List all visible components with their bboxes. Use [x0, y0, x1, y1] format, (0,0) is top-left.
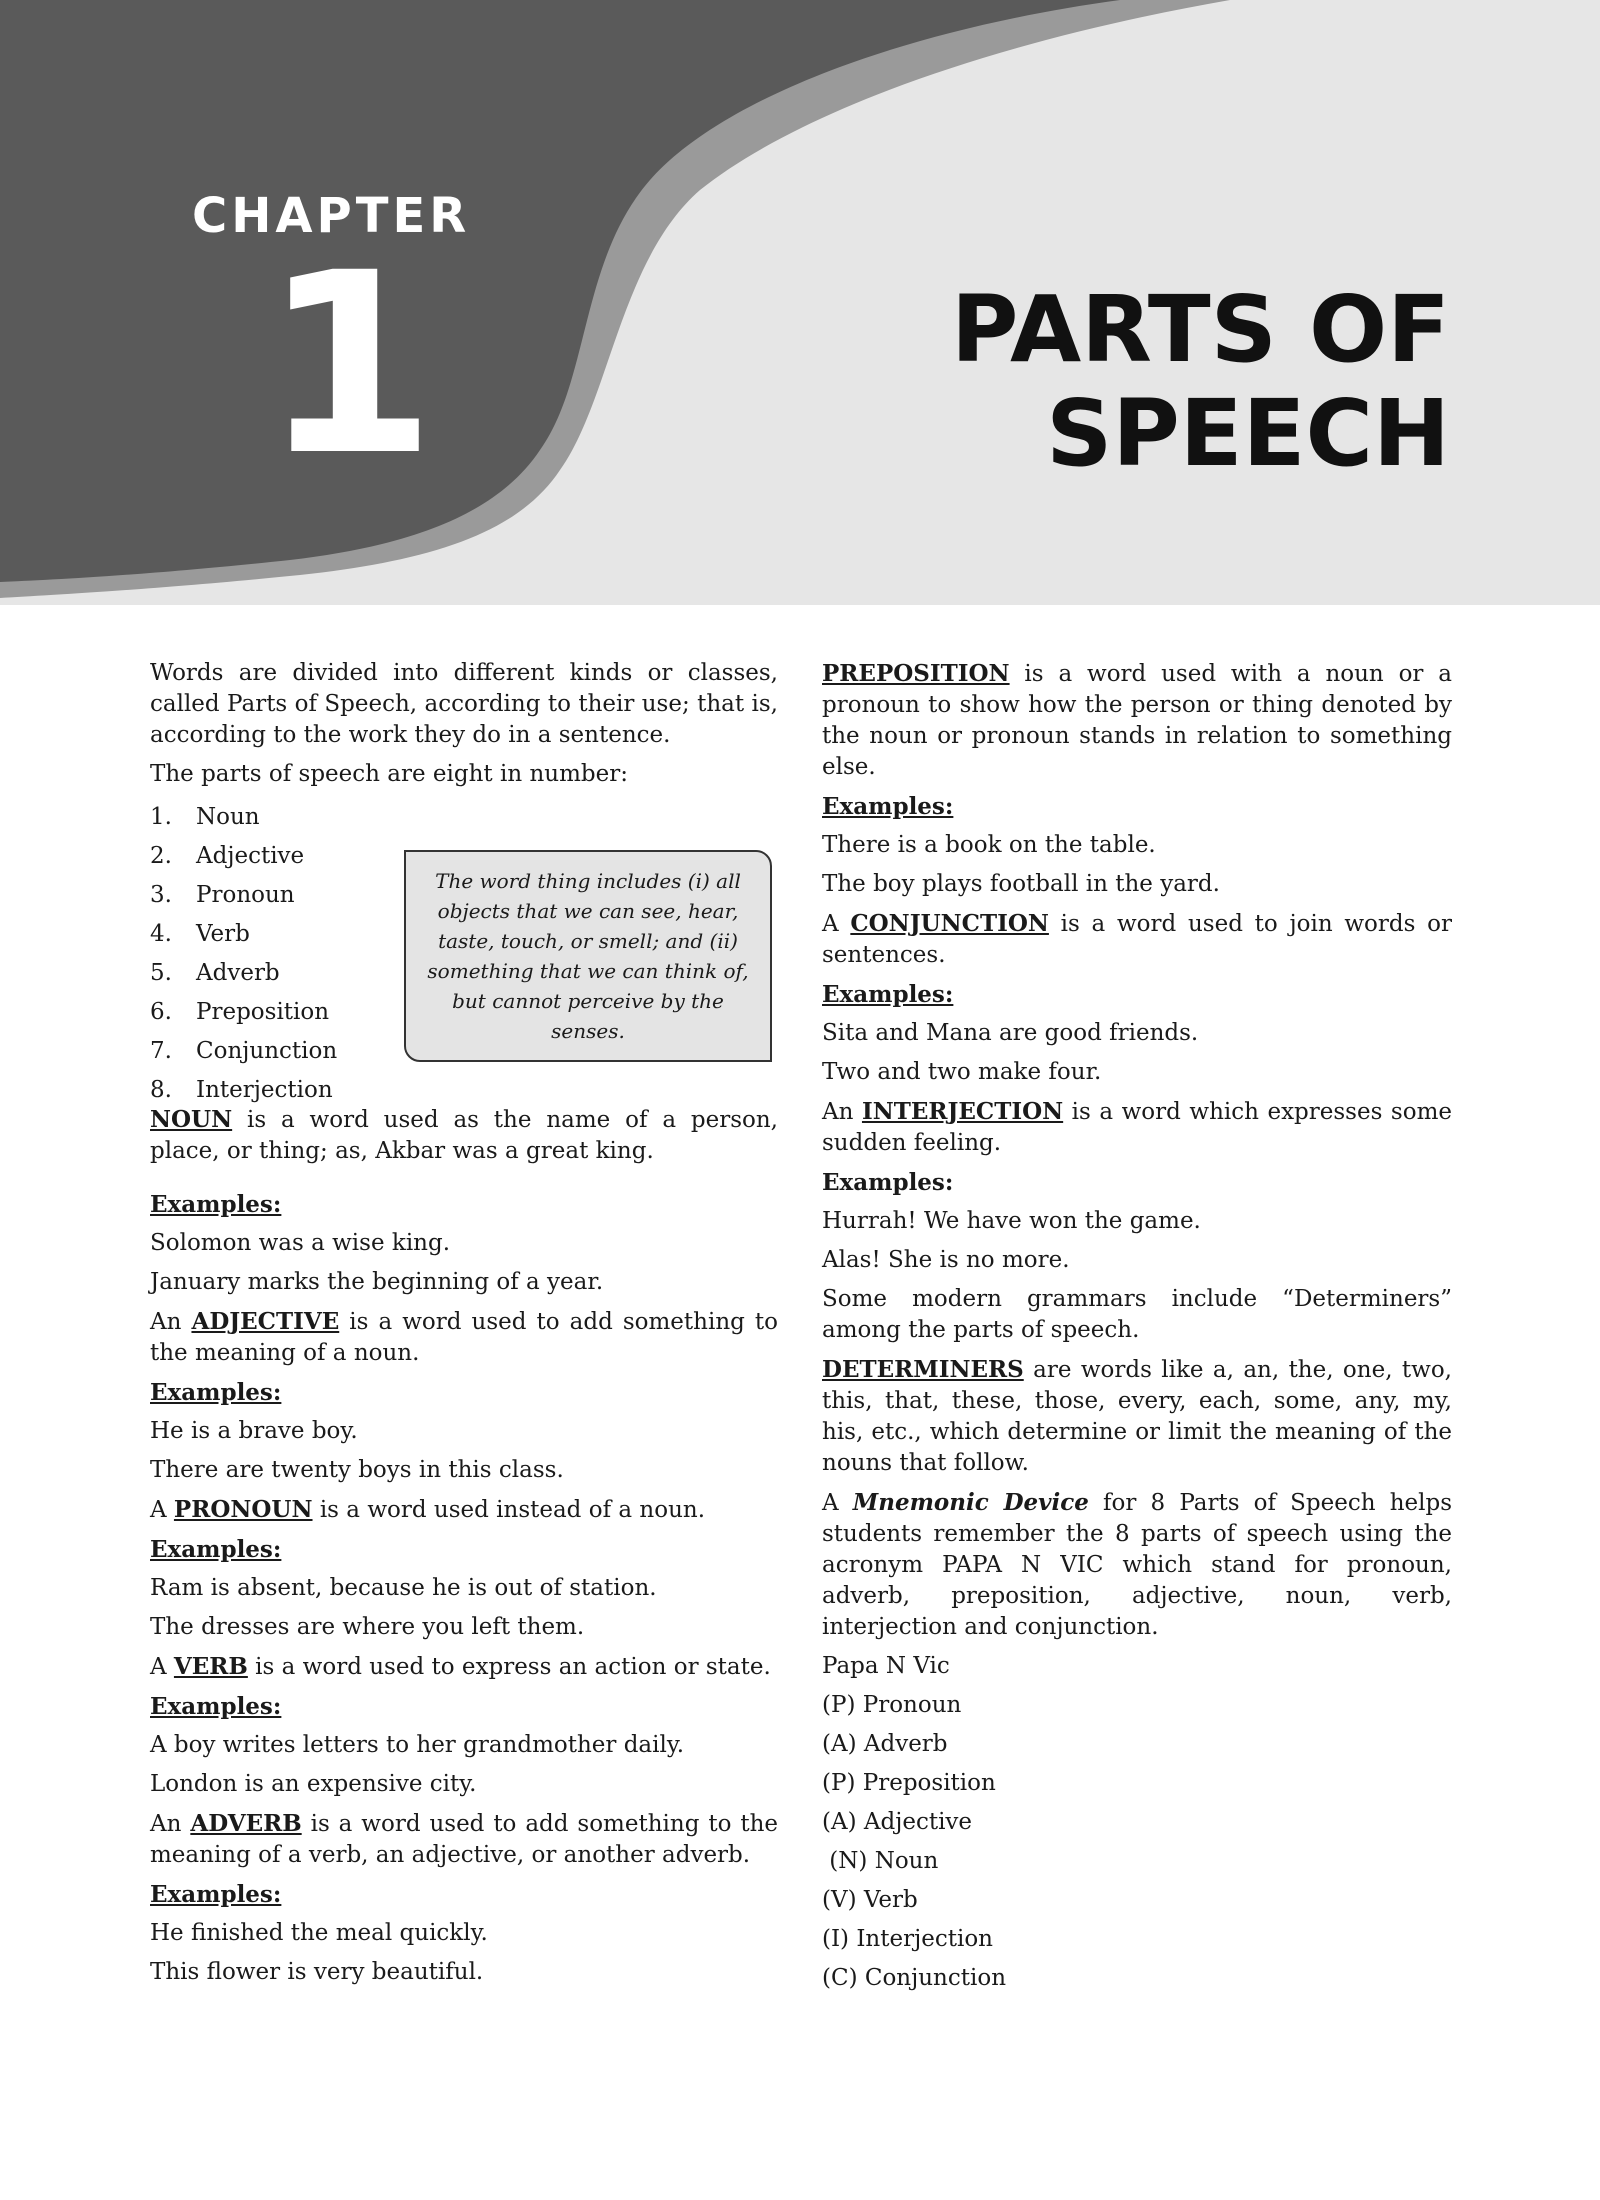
conjunction-term: CONJUNCTION — [850, 910, 1049, 937]
list-item: 5. Adverb — [150, 960, 280, 986]
list-item: 2. Adjective — [150, 843, 305, 869]
noun-term: NOUN — [150, 1106, 233, 1133]
list-item: 3. Pronoun — [150, 882, 295, 908]
list-item: (I) Interjection — [822, 1926, 993, 1952]
interjection-term: INTERJECTION — [861, 1098, 1064, 1125]
list-item: 8. Interjection — [150, 1077, 333, 1103]
acronym-title: Papa N Vic — [822, 1653, 950, 1679]
adjective-definition: An ADJECTIVE is a word used to add something to the meaning of a noun. — [150, 1308, 779, 1366]
acronym-list — [822, 1651, 1452, 1994]
verb-term: VERB — [173, 1653, 248, 1680]
chapter-label: CHAPTER — [192, 188, 471, 244]
left-column — [150, 658, 778, 1996]
examples-heading: Examples: — [150, 1191, 282, 1218]
note-box: The word thing includes (i) all objects that we can see, hear, taste, touch, or smell; and (ii) something that we can think of, but cannot perceive by the senses. — [404, 850, 772, 1062]
example-line: There are twenty boys in this class. — [150, 1457, 564, 1483]
list-item: (C) Conjunction — [822, 1965, 1007, 1991]
right-column — [822, 658, 1452, 2002]
adverb-term: ADVERB — [190, 1810, 302, 1837]
example-line: This flower is very beautiful. — [150, 1959, 484, 1985]
preposition-term: PREPOSITION — [822, 660, 1010, 687]
noun-definition: NOUN is a word used as the name of a person, place, or thing; as, Akbar was a great king. — [150, 1106, 778, 1164]
mnemonic-paragraph: A Mnemonic Device for 8 Parts of Speech helps students remember the 8 parts of speech using the acronym PAPA N VIC which stand for pronoun, adverb, preposition, adjective, noun, verb, interjection and conjunction. — [822, 1489, 1453, 1640]
example-line: London is an expensive city. — [150, 1771, 477, 1797]
examples-heading: Examples: — [822, 1169, 954, 1196]
determiners-intro: Some modern grammars include “Determiners” among the parts of speech. — [822, 1286, 1452, 1343]
example-line: Ram is absent, because he is out of station. — [150, 1575, 657, 1601]
example-line: Alas! She is no more. — [822, 1247, 1070, 1273]
verb-definition: A VERB is a word used to express an action or state. — [150, 1653, 771, 1680]
chapter-number: 1 — [262, 219, 436, 510]
list-item: (P) Preposition — [822, 1770, 996, 1796]
example-line: Sita and Mana are good friends. — [822, 1020, 1199, 1046]
example-line: January marks the beginning of a year. — [150, 1269, 604, 1295]
list-item: (N) Noun — [822, 1848, 939, 1874]
list-item: (V) Verb — [822, 1887, 918, 1913]
list-item: (A) Adjective — [822, 1809, 973, 1835]
adverb-definition: An ADVERB is a word used to add something to the meaning of a verb, an adjective, or another adverb. — [150, 1810, 778, 1868]
chapter-title-line-1: PARTS OF — [951, 276, 1450, 383]
example-line: He finished the meal quickly. — [150, 1920, 488, 1946]
pronoun-definition: A PRONOUN is a word used instead of a noun. — [150, 1496, 706, 1523]
determiners-definition: DETERMINERS are words like a, an, the, one, two, this, that, these, those, every, each, some, any, my, his, etc., which determine or limit the meaning of the nouns that follow. — [822, 1356, 1452, 1476]
example-line: The dresses are where you left them. — [150, 1614, 585, 1640]
list-item: 4. Verb — [150, 921, 250, 947]
list-item: (A) Adverb — [822, 1731, 948, 1757]
example-line: A boy writes letters to her grandmother daily. — [150, 1732, 685, 1758]
example-line: He is a brave boy. — [150, 1418, 358, 1444]
example-line: The boy plays football in the yard. — [822, 871, 1220, 897]
examples-heading: Examples: — [150, 1379, 282, 1406]
list-item: (P) Pronoun — [822, 1692, 962, 1718]
adjective-term: ADJECTIVE — [191, 1308, 340, 1335]
examples-heading: Examples: — [150, 1693, 282, 1720]
list-item: 1. Noun — [150, 804, 260, 830]
examples-heading: Examples: — [822, 981, 954, 1008]
pronoun-term: PRONOUN — [173, 1496, 313, 1523]
mnemonic-term: Mnemonic Device — [852, 1489, 1089, 1516]
chapter-title-line-2: SPEECH — [1046, 380, 1450, 487]
interjection-definition: An INTERJECTION is a word which expresses some sudden feeling. — [822, 1098, 1452, 1156]
preposition-definition: PREPOSITION is a word used with a noun or a pronoun to show how the person or thing denoted by the noun or pronoun stands in relation to something else. — [822, 660, 1452, 780]
conjunction-definition: A CONJUNCTION is a word used to join words or sentences. — [822, 910, 1452, 968]
list-item: 6. Preposition — [150, 999, 330, 1025]
chapter-title — [951, 278, 1450, 486]
example-line: There is a book on the table. — [822, 832, 1156, 858]
example-line: Solomon was a wise king. — [150, 1230, 451, 1256]
count-line: The parts of speech are eight in number: — [150, 761, 628, 787]
examples-heading: Examples: — [822, 793, 954, 820]
examples-heading: Examples: — [150, 1881, 282, 1908]
example-line: Hurrah! We have won the game. — [822, 1208, 1201, 1234]
intro-paragraph: Words are divided into different kinds or classes, called Parts of Speech, according to their use; that is, according to the work they do in a sentence. — [150, 660, 778, 748]
list-item: 7. Conjunction — [150, 1038, 338, 1064]
example-line: Two and two make four. — [822, 1059, 1102, 1085]
examples-heading: Examples: — [150, 1536, 282, 1563]
parts-list-section — [150, 798, 778, 1103]
determiners-term: DETERMINERS — [822, 1356, 1024, 1383]
